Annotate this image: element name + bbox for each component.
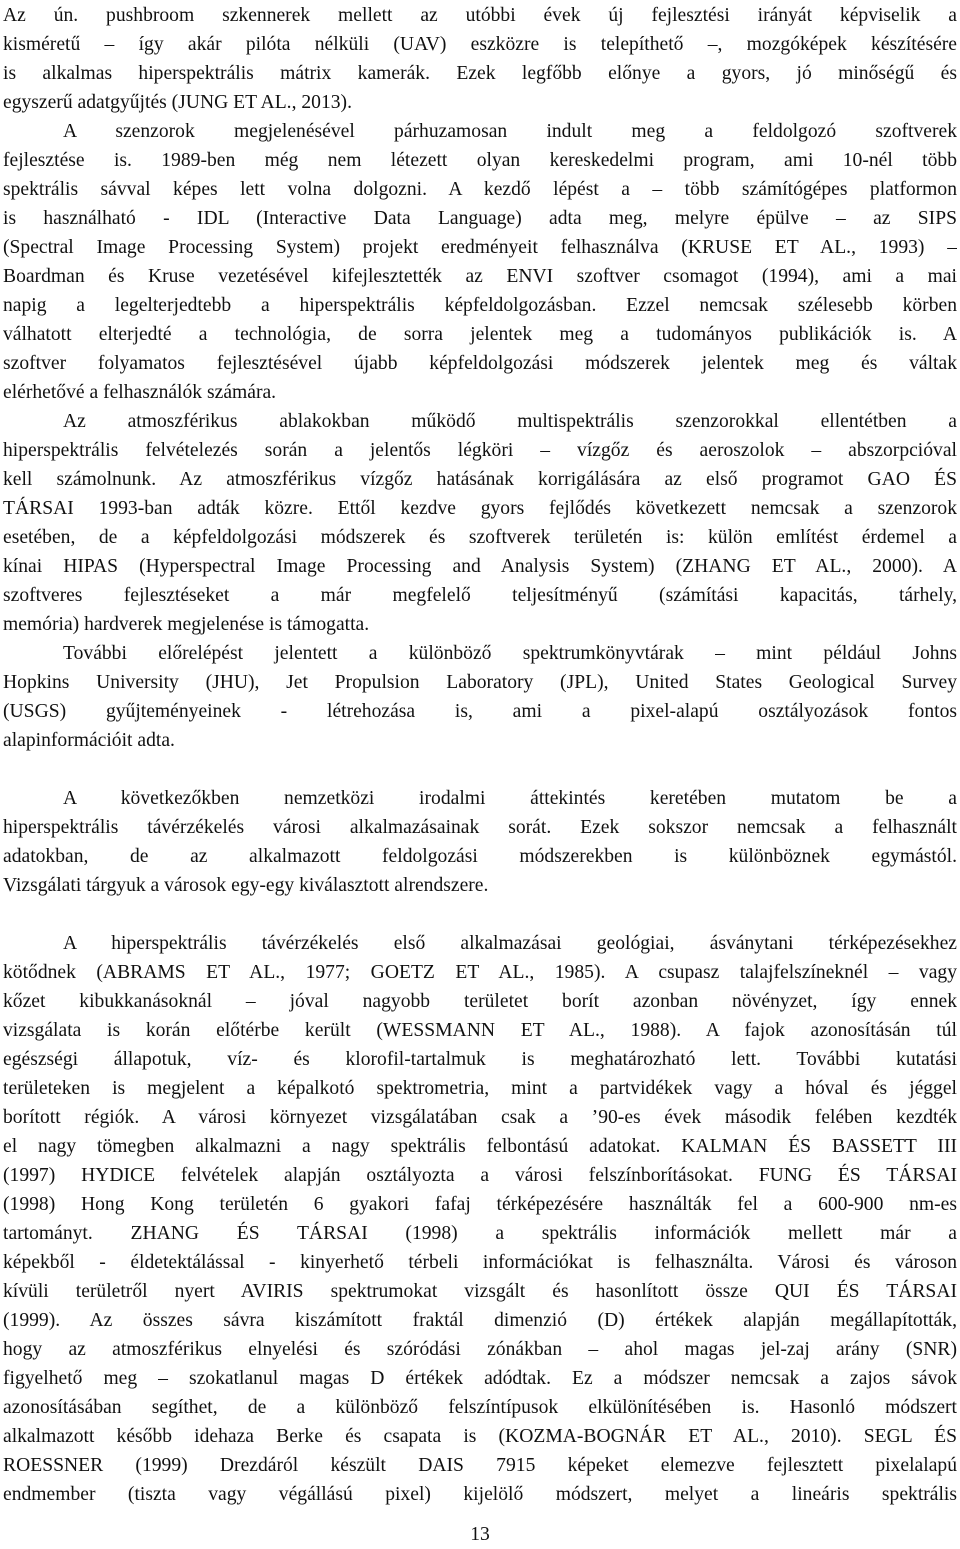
text-line: hiperspektrális távérzékelés városi alkalmazásainak sorát. Ezek sokszor nemcsak a felhasznált (3, 817, 957, 838)
text-line: ROESSNER (1999) Drezdáról készült DAIS 7915 képeket elemezve fejlesztett pixelalapú (3, 1455, 957, 1476)
text-line: Az ún. pushbroom szkennerek mellett az utóbbi évek új fejlesztési irányát képviselik a (3, 5, 957, 26)
text-line: egészségi állapotuk, víz- és klorofil-tartalmuk is meghatározható lett. További kutatási (3, 1049, 957, 1070)
text-line: A szenzorok megjelenésével párhuzamosan indult meg a feldolgozó szoftverek (63, 121, 957, 142)
text-line: területeken is megjelent a képalkotó spektrometria, mint a partvidékek vagy a hóval és jéggel (3, 1078, 957, 1099)
text-line: További előrelépést jelentett a különböző spektrumkönyvtárak – mint például Johns (63, 643, 957, 664)
text-line: Az atmoszférikus ablakokban működő multispektrális szenzorokkal ellentétben a (63, 411, 957, 432)
text-line: adatokban, de az alkalmazott feldolgozási módszerekben is különböznek egymástól. (3, 846, 957, 867)
text-line: Hopkins University (JHU), Jet Propulsion Laboratory (JPL), United States Geological Survey (3, 672, 957, 693)
text-line: (1998) Hong Kong területén 6 gyakori fafaj térképezésére használták fel a 600-900 nm-es (3, 1194, 957, 1215)
text-line: Boardman és Kruse vezetésével kifejlesztették az ENVI szoftver csomagot (1994), ami a mai (3, 266, 957, 287)
text-line: hogy az atmoszférikus elnyelési és szóródási zónákban – ahol magas jel-zaj arány (SNR) (3, 1339, 957, 1360)
text-line: alapinformációit adta. (3, 730, 175, 751)
text-line: is használható - IDL (Interactive Data Language) adta meg, melyre épülve – az SIPS (3, 208, 957, 229)
text-line: kell számolnunk. Az atmoszférikus vízgőz hatásának korrigálására az első programot GAO ÉS (3, 469, 957, 490)
text-line: (1997) HYDICE felvételek alapján osztályozta a városi felszínborításokat. FUNG ÉS TÁRSAI (3, 1165, 957, 1186)
text-line: (Spectral Image Processing System) projekt eredményeit felhasználva (KRUSE ET AL., 1993) – (3, 237, 957, 258)
text-line: is alkalmas hiperspektrális mátrix kamerák. Ezek legfőbb előnye a gyors, jó minőségű és (3, 63, 957, 84)
text-line: napig a legelterjedtebb a hiperspektrális képfeldolgozásban. Ezzel nemcsak szélesebb körben (3, 295, 957, 316)
text-line: szoftver folyamatos fejlesztésével újabb képfeldolgozási módszerek jelentek meg és váltak (3, 353, 957, 374)
text-line: válhatott elterjedté a technológia, de sorra jelentek meg a tudományos publikációk is. A (3, 324, 957, 345)
text-line: figyelhető meg – szokatlanul magas D értékek adódtak. Ez a módszer nemcsak a zajos sávok (3, 1368, 957, 1389)
text-line: egyszerű adatgyűjtés (JUNG ET AL., 2013). (3, 92, 352, 113)
page-number: 13 (470, 1524, 490, 1545)
text-line: képekből - éldetektálással - kinyerhető térbeli információkat is felhasználta. Városi és városon (3, 1252, 957, 1273)
text-line: fejlesztése is. 1989-ben még nem létezett olyan kereskedelmi program, ami 10-nél több (3, 150, 957, 171)
text-line: Vizsgálati tárgyuk a városok egy-egy kiválasztott alrendszere. (3, 875, 489, 896)
text-line: (1999). Az összes sávra kiszámított fraktál dimenzió (D) értékek alapján megállapították, (3, 1310, 957, 1331)
text-line: kötődnek (ABRAMS ET AL., 1977; GOETZ ET AL., 1985). A csupasz talajfelszíneknél – vagy (3, 962, 957, 983)
text-line: A hiperspektrális távérzékelés első alkalmazásai geológiai, ásványtani térképezésekhez (63, 933, 957, 954)
text-line: kőzet kibukkanásoknál – jóval nagyobb területet borít azonban növényzet, így ennek (3, 991, 957, 1012)
text-line: memória) hardverek megjelenése is támogatta. (3, 614, 370, 635)
text-line: esetében, de a képfeldolgozási módszerek és szoftverek területén is: külön említést érdemel a (3, 527, 957, 548)
text-line: (USGS) gyűjteményeinek - létrehozása is, ami a pixel-alapú osztályozások fontos (3, 701, 957, 722)
text-line: A következőkben nemzetközi irodalmi áttekintés keretében mutatom be a (63, 788, 957, 809)
text-line: borított régiók. A városi környezet vizsgálatában csak a ’90-es évek második felében kezdték (3, 1107, 957, 1128)
text-line: tartományt. ZHANG ÉS TÁRSAI (1998) a spektrális információk mellett már a (3, 1223, 957, 1244)
text-line: spektrális sávval képes lett volna dolgozni. A kezdő lépést a – több számítógépes platformon (3, 179, 957, 200)
text-line: azonosításában segíthet, de a különböző felszíntípusok elkülönítésében is. Hasonló módszert (3, 1397, 957, 1418)
text-line: hiperspektrális felvételezés során a jelentős légköri – vízgőz és aeroszolok – abszorpcióval (3, 440, 957, 461)
text-line: elérhetővé a felhasználók számára. (3, 382, 277, 403)
text-line: alkalmazott később idehaza Berke és csapata is (KOZMA-BOGNÁR ET AL., 2010). SEGL ÉS (3, 1426, 957, 1447)
text-line: endmember (tiszta vagy végállású pixel) kijelölő módszert, melyet a lineáris spektrális (3, 1484, 957, 1505)
text-line: el nagy tömegben alkalmazni a nagy spektrális felbontású adatokat. KALMAN ÉS BASSETT III (3, 1136, 957, 1157)
text-line: vizsgálata is korán előtérbe került (WESSMANN ET AL., 1988). A fajok azonosításán túl (3, 1020, 957, 1041)
text-line: kisméretű – így akár pilóta nélküli (UAV) eszközre is telepíthető –, mozgóképek készítésére (3, 34, 957, 55)
text-line: kínai HIPAS (Hyperspectral Image Processing and Analysis System) (ZHANG ET AL., 2000). A (3, 556, 957, 577)
text-line: szoftveres fejlesztéseket a már megfelelő teljesítményű (számítási kapacitás, tárhely, (3, 585, 957, 606)
text-line: TÁRSAI 1993-ban adták közre. Ettől kezdve gyors fejlődés következett nemcsak a szenzorok (3, 498, 957, 519)
text-line: kívüli területről nyert AVIRIS spektrumokat vizsgált és hasonlított össze QUI ÉS TÁRSAI (3, 1281, 957, 1302)
